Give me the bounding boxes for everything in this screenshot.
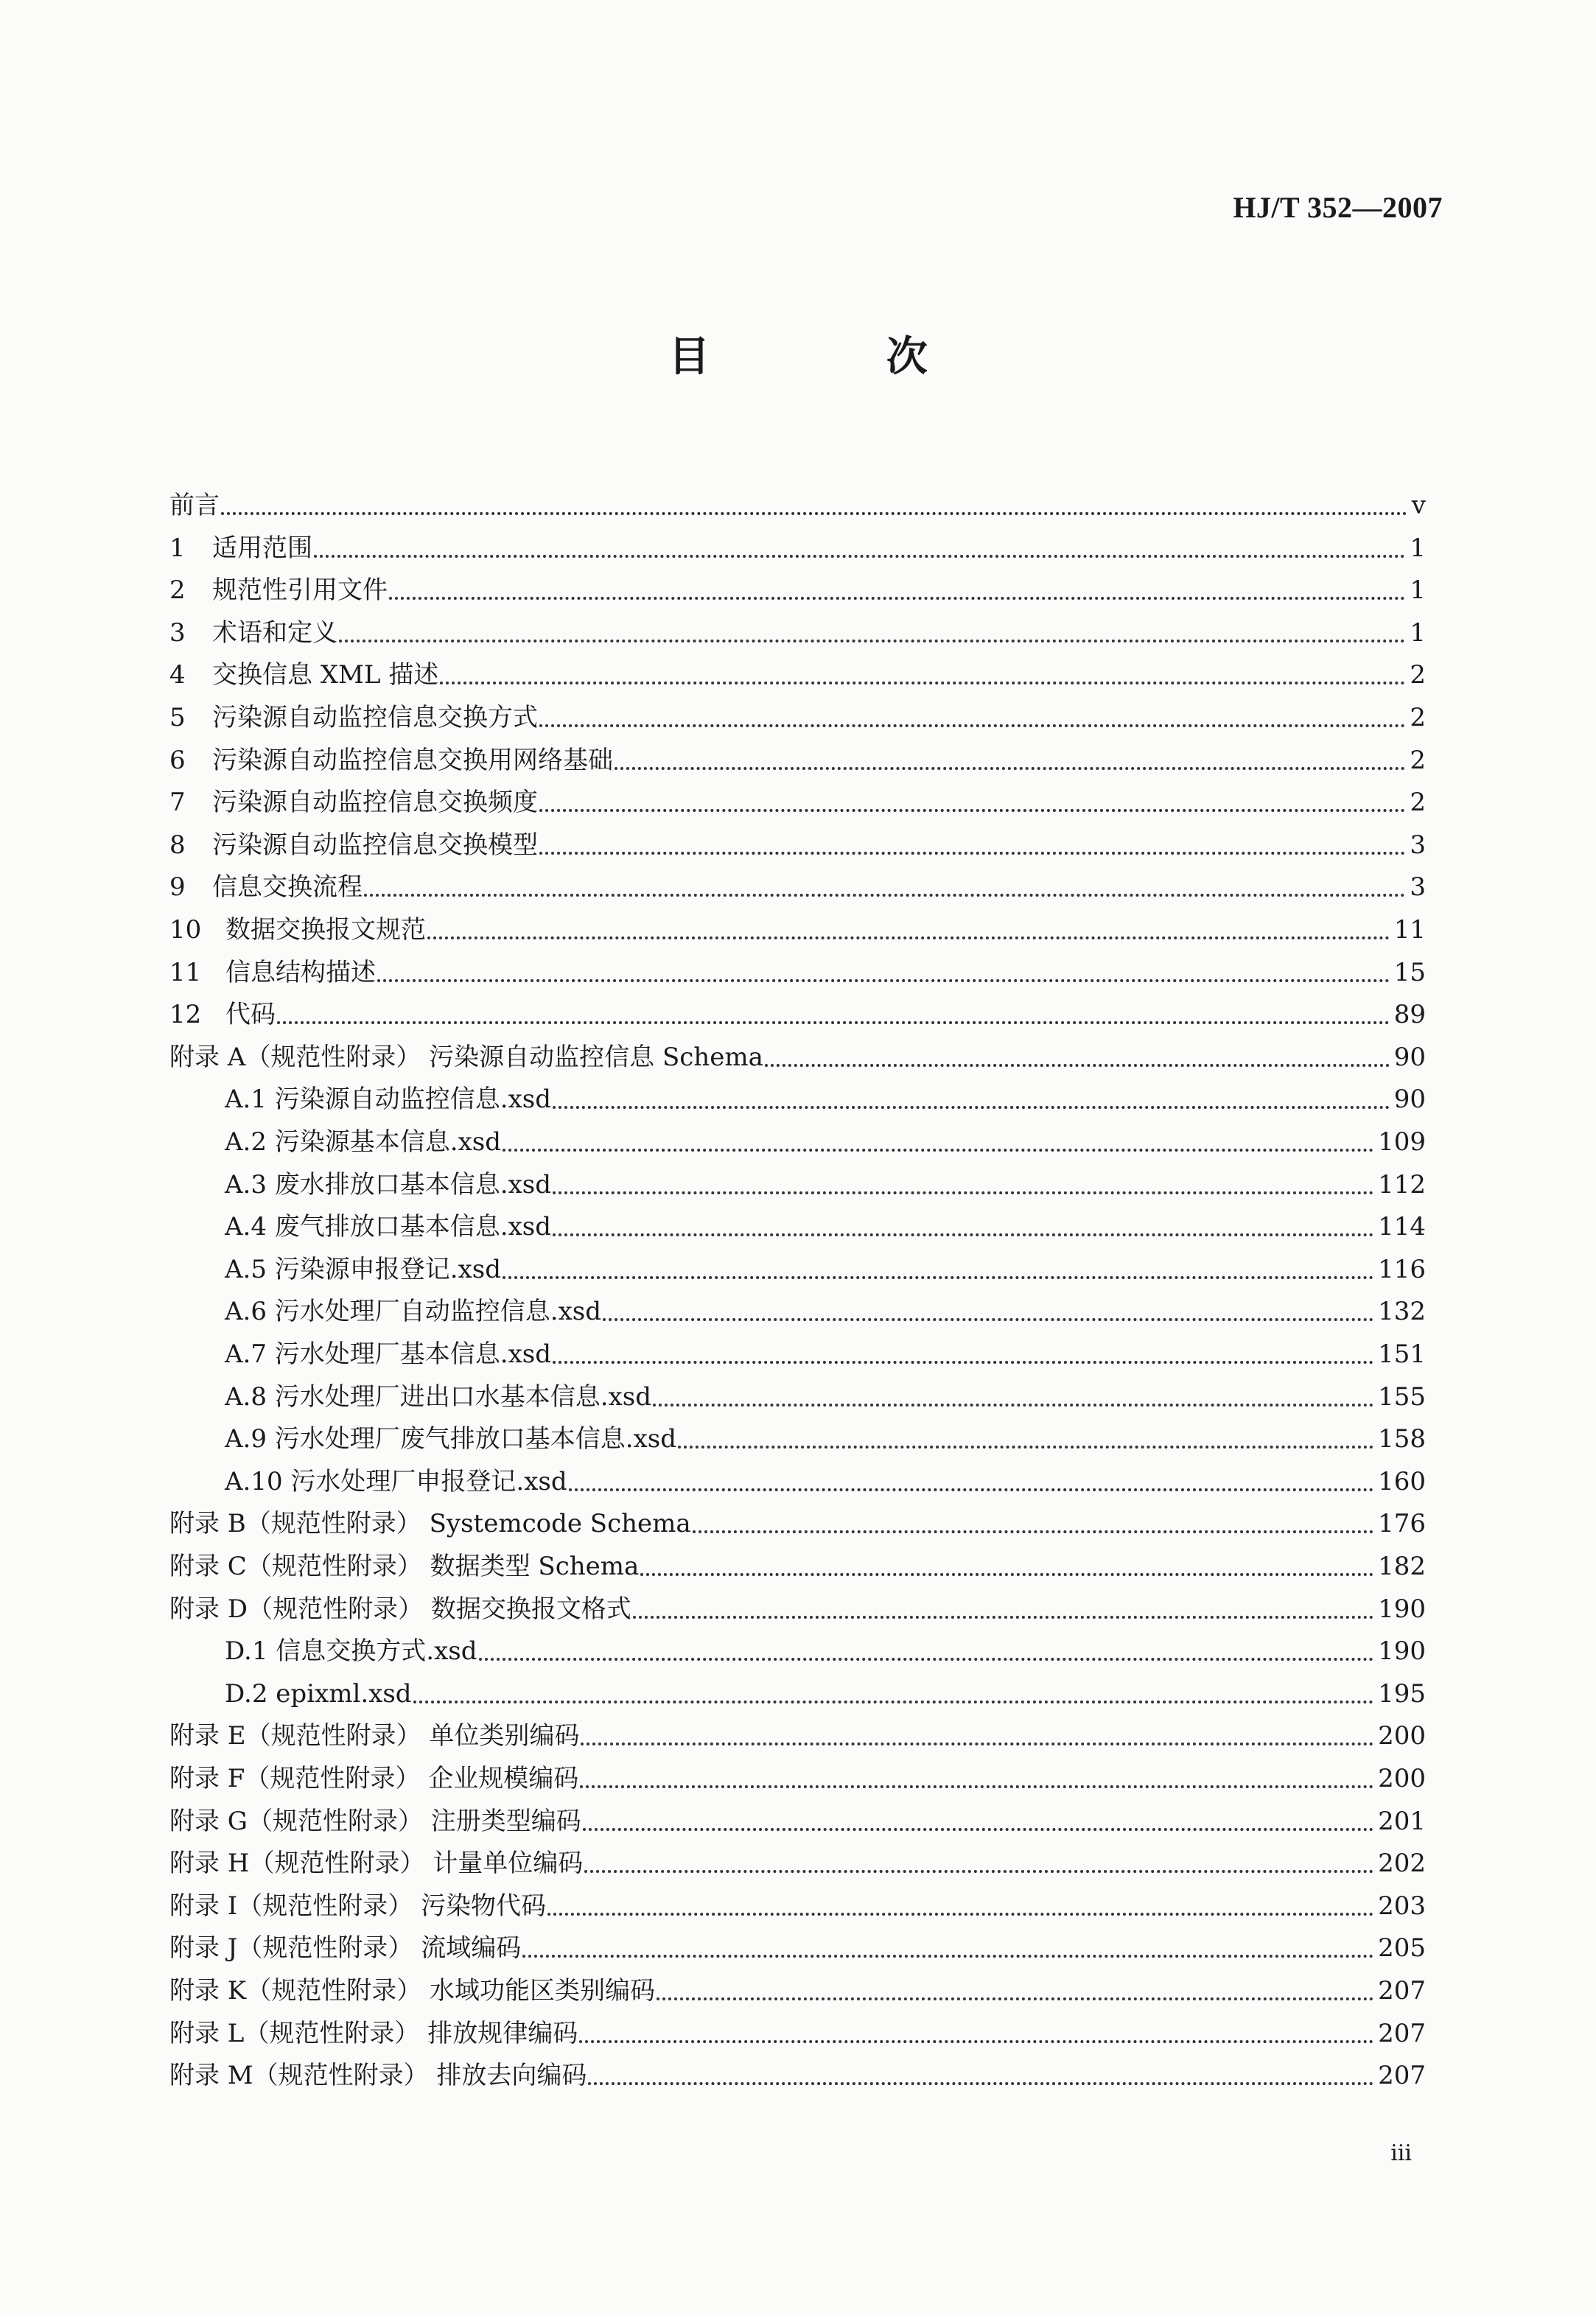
toc-entry bbox=[169, 738, 1426, 776]
toc-entry-page: 2 bbox=[1410, 660, 1426, 690]
toc-entry-number: 3 bbox=[169, 617, 186, 648]
toc-entry-page: 155 bbox=[1378, 1381, 1426, 1412]
toc-entry-title: 附录 L（规范性附录） 排放规律编码 bbox=[169, 2018, 578, 2048]
toc-entry-title: A.6 污水处理厂自动监控信息.xsd bbox=[225, 1297, 601, 1327]
toc-dot-leader bbox=[503, 1149, 1373, 1152]
toc-entry-title: 附录 I（规范性附录） 污染物代码 bbox=[169, 1891, 547, 1921]
toc-dot-leader bbox=[588, 2082, 1373, 2085]
toc-dot-leader bbox=[522, 1955, 1373, 1958]
toc-entry-page: 132 bbox=[1378, 1297, 1426, 1327]
toc-entry bbox=[169, 1799, 1426, 1837]
toc-entry-title: 信息交换流程 bbox=[212, 872, 363, 903]
toc-entry-label bbox=[169, 490, 220, 521]
toc-entry-title: D.1 信息交换方式.xsd bbox=[225, 1636, 477, 1667]
toc-entry bbox=[169, 950, 1426, 988]
toc-entry-number: 9 bbox=[169, 872, 186, 903]
toc-entry-label bbox=[169, 1806, 581, 1837]
toc-entry bbox=[169, 525, 1426, 564]
toc-entry-page: 11 bbox=[1393, 915, 1426, 945]
toc-entry-label bbox=[169, 2018, 578, 2049]
toc-dot-leader bbox=[539, 852, 1405, 855]
toc-entry-label bbox=[169, 617, 337, 648]
toc-dot-leader bbox=[678, 1446, 1373, 1449]
toc-entry bbox=[225, 1331, 1426, 1370]
toc-entry-title: 附录 M（规范性附录） 排放去向编码 bbox=[169, 2061, 587, 2091]
toc-entry-title: 附录 C（规范性附录） 数据类型 Schema bbox=[169, 1552, 640, 1581]
toc-entry-page: 89 bbox=[1393, 1000, 1426, 1030]
toc-entry-title: A.9 污水处理厂废气排放口基本信息.xsd bbox=[225, 1424, 676, 1454]
toc-entry-title: 附录 E（规范性附录） 单位类别编码 bbox=[169, 1721, 580, 1751]
toc-entry-label bbox=[225, 1466, 567, 1497]
toc-entry-title: 交换信息 XML 描述 bbox=[212, 660, 439, 690]
toc-entry bbox=[169, 567, 1426, 606]
toc-entry-title: 附录 H（规范性附录） 计量单位编码 bbox=[169, 1849, 584, 1879]
toc-entry-page: 207 bbox=[1378, 1976, 1426, 2006]
toc-entry-page: v bbox=[1411, 491, 1426, 520]
toc-entry-page: 201 bbox=[1378, 1806, 1426, 1836]
toc-entry-label bbox=[169, 830, 538, 861]
toc-dot-leader bbox=[553, 1233, 1373, 1236]
toc-entry bbox=[169, 1841, 1426, 1879]
toc-entry bbox=[225, 1119, 1426, 1158]
toc-entry-title: 信息结构描述 bbox=[225, 957, 376, 987]
toc-entry-title: 术语和定义 bbox=[212, 617, 337, 648]
toc-entry-label bbox=[169, 1933, 521, 1964]
toc-dot-leader bbox=[693, 1530, 1373, 1533]
toc-entry-page: 109 bbox=[1378, 1127, 1426, 1157]
toc-entry bbox=[169, 1713, 1426, 1751]
toc-entry-label bbox=[169, 1891, 546, 1922]
toc-entry-label bbox=[169, 1848, 583, 1879]
toc-dot-leader bbox=[640, 1573, 1373, 1576]
toc-dot-leader bbox=[389, 597, 1405, 600]
toc-entry-page: 15 bbox=[1393, 957, 1426, 987]
toc-entry-number: 11 bbox=[169, 957, 202, 987]
toc-entry bbox=[169, 1883, 1426, 1922]
toc-entry bbox=[169, 1544, 1426, 1582]
toc-entry-title: A.3 废水排放口基本信息.xsd bbox=[225, 1169, 551, 1199]
toc-entry-title: 污染源自动监控信息交换用网络基础 bbox=[212, 745, 613, 775]
toc-entry-page: 200 bbox=[1378, 1764, 1426, 1793]
toc-dot-leader bbox=[765, 1064, 1390, 1067]
toc-dot-leader bbox=[579, 2040, 1373, 2043]
toc-entry-page: 114 bbox=[1378, 1212, 1426, 1242]
toc-dot-leader bbox=[547, 1913, 1373, 1916]
toc-dot-leader bbox=[581, 1743, 1373, 1745]
toc-dot-leader bbox=[277, 1021, 1390, 1024]
toc-entry-label bbox=[225, 1381, 651, 1412]
toc-entry-title: A.8 污水处理厂进出口水基本信息.xsd bbox=[225, 1381, 651, 1412]
toc-dot-leader bbox=[427, 936, 1390, 939]
toc-entry-page: 1 bbox=[1410, 533, 1426, 563]
toc-entry-title: 污染源自动监控信息交换模型 bbox=[212, 830, 538, 860]
toc-dot-leader bbox=[539, 724, 1405, 727]
toc-entry bbox=[169, 610, 1426, 648]
toc-entry-title: A.1 污染源自动监控信息.xsd bbox=[225, 1085, 551, 1115]
toc-entry-page: 116 bbox=[1378, 1254, 1426, 1284]
toc-dot-leader bbox=[569, 1488, 1373, 1491]
toc-entry-page: 112 bbox=[1378, 1169, 1426, 1199]
toc-dot-leader bbox=[221, 512, 1407, 515]
toc-dot-leader bbox=[584, 1870, 1373, 1873]
toc-dot-leader bbox=[413, 1701, 1374, 1703]
toc-entry-label bbox=[225, 1127, 501, 1158]
toc-dot-leader bbox=[653, 1404, 1373, 1407]
toc-dot-leader bbox=[553, 1106, 1390, 1109]
toc-entry-label bbox=[169, 957, 376, 988]
toc-entry-label bbox=[169, 787, 538, 818]
toc-entry-number: 4 bbox=[169, 660, 186, 690]
toc-entry-label bbox=[225, 1423, 676, 1454]
toc-entry bbox=[169, 652, 1426, 690]
standard-code: HJ/T 352—2007 bbox=[1233, 191, 1443, 224]
toc-entry-label bbox=[225, 1296, 601, 1327]
toc-dot-leader bbox=[364, 894, 1405, 897]
toc-entry-page: 3 bbox=[1410, 872, 1426, 903]
toc-entry-title: 附录 F（规范性附录） 企业规模编码 bbox=[169, 1764, 579, 1793]
toc-entry-label bbox=[169, 872, 363, 903]
toc-entry bbox=[225, 1076, 1426, 1115]
toc-entry-number: 12 bbox=[169, 1000, 202, 1030]
toc-entry-label bbox=[169, 745, 613, 776]
toc-entry-number: 6 bbox=[169, 745, 186, 775]
toc-entry-number: 10 bbox=[169, 915, 202, 945]
toc-entry bbox=[169, 1968, 1426, 2006]
toc-entry-label bbox=[169, 1508, 691, 1539]
toc-entry-title: 污染源自动监控信息交换方式 bbox=[212, 703, 538, 732]
toc-entry-label bbox=[169, 999, 276, 1030]
toc-entry-title: 附录 A（规范性附录） 污染源自动监控信息 Schema bbox=[169, 1042, 763, 1072]
toc-entry-label bbox=[169, 659, 438, 690]
toc-entry-label bbox=[225, 1339, 551, 1370]
toc-dot-leader bbox=[553, 1361, 1373, 1364]
toc-entry bbox=[225, 1628, 1426, 1667]
toc-entry-title: 代码 bbox=[225, 1000, 276, 1030]
toc-entry bbox=[169, 1586, 1426, 1625]
toc-entry bbox=[169, 2053, 1426, 2091]
toc-entry-page: 151 bbox=[1378, 1339, 1426, 1369]
toc-entry-page: 205 bbox=[1378, 1933, 1426, 1964]
toc-entry-title: A.10 污水处理厂申报登记.xsd bbox=[225, 1466, 567, 1496]
toc-entry-page: 3 bbox=[1410, 830, 1426, 860]
toc-entry-title: D.2 epixml.xsd bbox=[225, 1678, 412, 1709]
toc-entry-label bbox=[169, 2060, 587, 2091]
toc-entry-page: 195 bbox=[1378, 1678, 1426, 1709]
toc-entry bbox=[225, 1247, 1426, 1285]
toc-entry bbox=[225, 1289, 1426, 1327]
toc-entry-label bbox=[169, 1975, 655, 2006]
toc-entry-page: 190 bbox=[1378, 1594, 1426, 1624]
toc-entry-title: A.5 污染源申报登记.xsd bbox=[225, 1254, 501, 1284]
toc-entry-page: 2 bbox=[1410, 788, 1426, 818]
toc-entry bbox=[169, 1501, 1426, 1539]
toc-entry-title: 附录 D（规范性附录） 数据交换报文格式 bbox=[169, 1594, 631, 1624]
toc-entry-number: 2 bbox=[169, 575, 186, 606]
toc-entry-page: 1 bbox=[1410, 575, 1426, 606]
toc-entry-page: 203 bbox=[1378, 1891, 1426, 1921]
toc-entry-label bbox=[225, 1084, 551, 1115]
toc-entry-title: 污染源自动监控信息交换频度 bbox=[212, 788, 538, 818]
toc-entry-label bbox=[169, 1763, 578, 1794]
toc-entry bbox=[169, 822, 1426, 861]
toc-dot-leader bbox=[377, 979, 1390, 982]
toc-entry-title: 规范性引用文件 bbox=[212, 575, 388, 606]
toc-dot-leader bbox=[314, 555, 1405, 558]
toc-dot-leader bbox=[657, 1997, 1373, 2000]
toc-entry-label bbox=[169, 1551, 639, 1582]
toc-entry-label bbox=[169, 533, 312, 564]
toc-dot-leader bbox=[503, 1276, 1373, 1279]
toc-entry bbox=[169, 1925, 1426, 1964]
toc-entry bbox=[225, 1459, 1426, 1497]
toc-dot-leader bbox=[583, 1828, 1373, 1831]
toc-entry-page: 2 bbox=[1410, 745, 1426, 775]
toc-dot-leader bbox=[603, 1318, 1373, 1321]
toc-entry-label bbox=[169, 575, 388, 606]
toc-entry-page: 90 bbox=[1393, 1085, 1426, 1115]
toc-entry bbox=[225, 1204, 1426, 1242]
toc-entry-page: 158 bbox=[1378, 1424, 1426, 1454]
toc-entry bbox=[169, 907, 1426, 945]
toc-entry-page: 207 bbox=[1378, 2061, 1426, 2091]
toc-dot-leader bbox=[553, 1191, 1373, 1194]
toc-entry bbox=[169, 483, 1426, 521]
toc-entry bbox=[169, 1756, 1426, 1794]
page-number: iii bbox=[1390, 2140, 1412, 2166]
toc-entry-label bbox=[169, 914, 426, 945]
toc-entry-label bbox=[169, 1042, 763, 1073]
toc-entry-page: 182 bbox=[1378, 1552, 1426, 1581]
toc-entry-title: A.4 废气排放口基本信息.xsd bbox=[225, 1212, 551, 1242]
toc-dot-leader bbox=[440, 682, 1405, 684]
toc-entry bbox=[169, 1034, 1426, 1073]
toc-entry bbox=[169, 992, 1426, 1030]
toc-dot-leader bbox=[633, 1616, 1373, 1619]
toc-entry-page: 160 bbox=[1378, 1466, 1426, 1496]
toc-entry-label bbox=[169, 1720, 579, 1751]
toc-entry-title: 附录 G（规范性附录） 注册类型编码 bbox=[169, 1806, 581, 1836]
toc-entry-label bbox=[225, 1678, 412, 1709]
toc-entry-label bbox=[169, 702, 538, 733]
toc-entry-page: 207 bbox=[1378, 2018, 1426, 2048]
toc-entry-title: 前言 bbox=[169, 491, 220, 520]
toc-entry-title: 附录 J（规范性附录） 流域编码 bbox=[169, 1933, 522, 1964]
toc-entry bbox=[169, 780, 1426, 818]
page-title: 目 次 bbox=[668, 333, 1009, 381]
toc-dot-leader bbox=[615, 767, 1405, 770]
toc-entry-page: 202 bbox=[1378, 1849, 1426, 1879]
toc-entry-number: 8 bbox=[169, 830, 186, 860]
toc-entry-page: 200 bbox=[1378, 1721, 1426, 1751]
toc-entry-title: A.7 污水处理厂基本信息.xsd bbox=[225, 1339, 551, 1369]
toc-entry bbox=[225, 1162, 1426, 1200]
toc-entry-label bbox=[169, 1594, 631, 1625]
toc-entry-title: 附录 K（规范性附录） 水域功能区类别编码 bbox=[169, 1976, 656, 2006]
toc-entry-page: 1 bbox=[1410, 617, 1426, 648]
toc-entry-label bbox=[225, 1254, 501, 1285]
toc-entry-title: A.2 污染源基本信息.xsd bbox=[225, 1127, 501, 1157]
toc-entry bbox=[169, 864, 1426, 903]
toc-dot-leader bbox=[339, 640, 1405, 642]
toc-entry-label bbox=[225, 1169, 551, 1200]
toc-entry bbox=[225, 1374, 1426, 1412]
toc-entry bbox=[169, 695, 1426, 733]
toc-entry-page: 176 bbox=[1378, 1509, 1426, 1539]
toc-entry-number: 5 bbox=[169, 703, 186, 732]
toc-entry-number: 7 bbox=[169, 788, 186, 818]
toc-entry-page: 2 bbox=[1410, 703, 1426, 732]
toc-entry-title: 适用范围 bbox=[212, 533, 312, 563]
toc-entry bbox=[169, 2011, 1426, 2049]
toc-entry bbox=[225, 1671, 1426, 1709]
toc-entry-label bbox=[225, 1636, 477, 1667]
toc-entry bbox=[225, 1416, 1426, 1454]
toc-entry-title: 附录 B（规范性附录） Systemcode Schema bbox=[169, 1509, 691, 1539]
toc-entry-title: 数据交换报文规范 bbox=[225, 915, 426, 945]
toc-dot-leader bbox=[580, 1785, 1373, 1788]
toc-entry-label bbox=[225, 1211, 551, 1242]
toc-dot-leader bbox=[479, 1658, 1374, 1661]
toc-entry-page: 90 bbox=[1393, 1042, 1426, 1072]
toc-entry-number: 1 bbox=[169, 533, 186, 563]
toc-entry-page: 190 bbox=[1378, 1636, 1426, 1667]
toc-dot-leader bbox=[539, 809, 1405, 812]
